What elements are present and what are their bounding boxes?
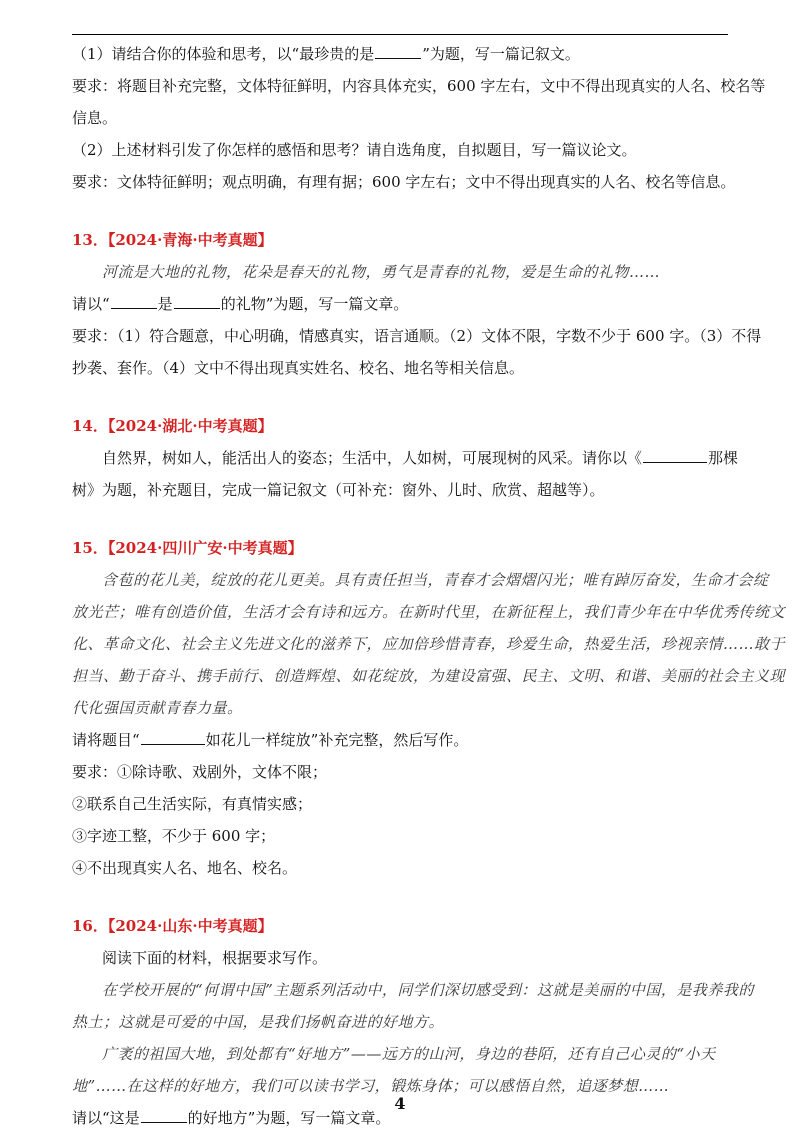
blank-line: [643, 448, 707, 463]
q13-req-line2: 抄袭、套作。（4）文中不得出现真实姓名、校名、地名等相关信息。: [72, 359, 525, 377]
q14-heading: 14．【2024·湖北·中考真题】: [72, 417, 273, 435]
q15-req2: ②联系自己生活实际，有真情实感；: [72, 795, 313, 813]
q13-req-line1: 要求：（1）符合题意，中心明确，情感真实，语言通顺。（2）文体不限，字数不少于 600 字。（3）不得: [72, 327, 762, 345]
q16-material-line: 在学校开展的“何谓中国”主题系列活动中，同学们深切感受到：这就是美丽的中国，是我养我的: [102, 981, 754, 999]
q12-req1-line1: 要求：将题目补充完整，文体特征鲜明，内容具体充实，600 字左右，文中不得出现真实的人名、校名等: [72, 77, 766, 95]
q16-heading: 16．【2024·山东·中考真题】: [72, 917, 273, 935]
q16-material-line: 地”……在这样的好地方，我们可以读书学习，锻炼身体；可以感悟自然，追逐梦想……: [72, 1077, 670, 1095]
q15-req1: 要求：①除诗歌、戏剧外，文体不限；: [72, 763, 328, 781]
q12-item2: （2）上述材料引发了你怎样的感悟和思考？请自选角度，自拟题目，写一篇议论文。: [72, 141, 637, 159]
q16-intro: 阅读下面的材料，根据要求写作。: [102, 949, 328, 967]
q15-prompt: 请将题目“ 如花儿一样绽放”补充完整，然后写作。: [72, 731, 469, 749]
q16-material-line: 热土；这就是可爱的中国，是我们扬帆奋进的好地方。: [72, 1013, 445, 1031]
blank-line: [174, 294, 220, 309]
header-rule: [72, 34, 728, 35]
q15-req3: ③字迹工整，不少于 600 字；: [72, 827, 276, 845]
q13-prompt: 请以“ 是 的礼物”为题，写一篇文章。: [72, 295, 409, 313]
q13-heading: 13．【2024·青海·中考真题】: [72, 231, 273, 249]
q14-line1: 自然界，树如人，能活出人的姿态；生活中，人如树，可展现树的风采。请你以《 那棵: [102, 449, 739, 467]
blank-line: [375, 44, 421, 59]
q12-item1: （1）请结合你的体验和思考，以“最珍贵的是 ”为题，写一篇记叙文。: [72, 45, 580, 63]
q12-req2: 要求：文体特征鲜明；观点明确，有理有据；600 字左右；文中不得出现真实的人名、校名等信息。: [72, 173, 736, 191]
q15-material-line: 代化强国贡献青春力量。: [72, 699, 243, 717]
q15-material-line: 化、革命文化、社会主义先进文化的滋养下，应加倍珍惜青春，珍爱生命，热爱生活，珍视亲情……敢于: [72, 635, 786, 653]
q15-material-line: 担当、勤于奋斗、携手前行、创造辉煌、如花绽放，为建设富强、民主、文明、和谐、美丽的社会主义现: [72, 667, 786, 685]
blank-line: [141, 730, 205, 745]
q13-material: 河流是大地的礼物，花朵是春天的礼物，勇气是青春的礼物，爱是生命的礼物……: [102, 263, 661, 281]
q16-material-line: 广袤的祖国大地，到处都有“好地方”——远方的山河，身边的巷陌，还有自己心灵的“小天: [102, 1045, 716, 1063]
blank-line: [111, 294, 157, 309]
q15-heading: 15．【2024·四川广安·中考真题】: [72, 539, 303, 557]
q14-line2: 树》为题，补充题目，完成一篇记叙文（可补充：窗外、儿时、欣赏、超越等）。: [72, 481, 605, 499]
q15-material-line: 含苞的花儿美，绽放的花儿更美。具有责任担当，青春才会熠熠闪光；唯有踔厉奋发，生命才会绽: [102, 571, 769, 589]
q15-material-line: 放光芒；唯有创造价值，生活才会有诗和远方。在新时代里，在新征程上，我们青少年在中华优秀传统文: [72, 603, 786, 621]
q16-prompt: 请以“这是 的好地方”为题，写一篇文章。: [72, 1109, 391, 1127]
document-page: [72, 38, 786, 1134]
page-number: 4: [394, 1094, 406, 1113]
q15-req4: ④不出现真实人名、地名、校名。: [72, 859, 298, 877]
q12-req1-line2: 信息。: [72, 109, 118, 127]
